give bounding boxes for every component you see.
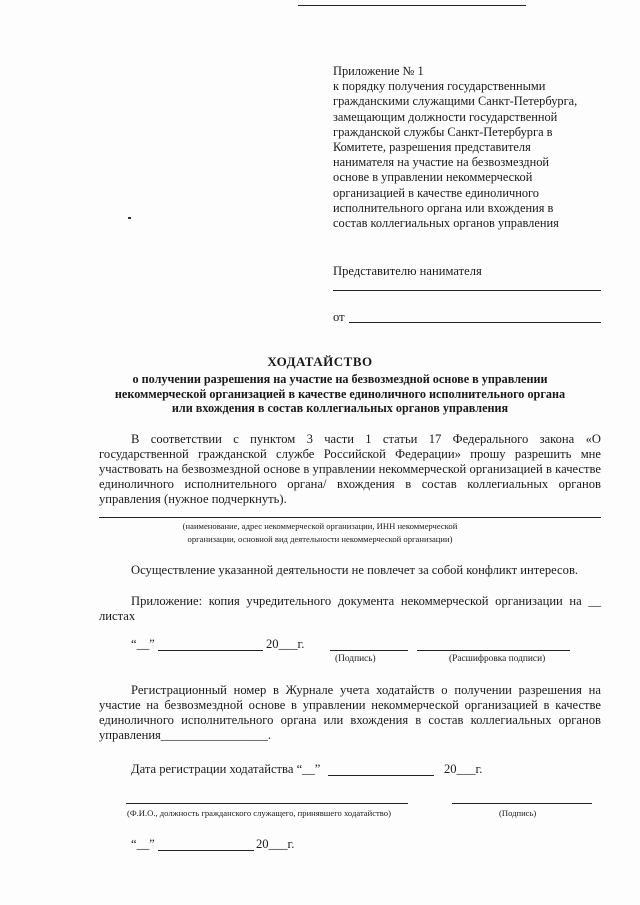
registration-number-blank[interactable]: _________________. bbox=[160, 728, 272, 742]
paragraph-registration bbox=[99, 683, 601, 743]
receiver-fio-line[interactable] bbox=[126, 803, 408, 804]
organization-line[interactable] bbox=[99, 517, 601, 518]
registration-date-line[interactable] bbox=[328, 775, 434, 776]
appendix-line: организацией в качестве единоличного bbox=[333, 185, 540, 200]
appendix-title: Приложение № 1 bbox=[333, 64, 424, 78]
registration-text: Регистрационный номер в Журнале учета ходатайств о получении разрешения на участие на безвозмездной основе в управлении некоммерческой организацией в качестве единоличного исполнительного органа или вхождения в состав коллегиальных органов управления bbox=[99, 683, 601, 742]
top-rule bbox=[298, 5, 526, 6]
appendix-line: исполнительного органа или вхождения в bbox=[333, 200, 554, 215]
appendix-line: нанимателя на участие на безвозмездной bbox=[333, 155, 550, 170]
appendix-line: Комитете, разрешения представителя bbox=[333, 140, 531, 155]
signature-decode-line[interactable] bbox=[417, 650, 570, 651]
paragraph-request: В соответствии с пунктом 3 части 1 статьи 17 Федерального закона «О государственной гражданской службе Российской Федерации» прошу разрешить мне участвовать на безвозмездной основе в управлении некоммерческой организацией в качестве единоличного исполнительного органа/ вхождения в состав коллегиальных органов управления (нужное подчеркнуть). bbox=[99, 432, 601, 506]
final-date-year: 20___г. bbox=[256, 837, 295, 851]
addressee-line[interactable] bbox=[333, 290, 601, 291]
from-line[interactable] bbox=[349, 322, 601, 323]
addressee-to: Представителю нанимателя bbox=[333, 264, 482, 278]
scan-speck bbox=[128, 217, 131, 219]
final-date-quote: “__” bbox=[131, 837, 155, 851]
appendix-line: основе в управлении некоммерческой bbox=[333, 170, 533, 185]
organization-caption-2: организации, основной вид деятельности некоммерческой организации) bbox=[187, 534, 453, 544]
organization-caption-1: (наименование, адрес некоммерческой организации, ИНН некоммерческой bbox=[182, 521, 458, 531]
date-year: 20___г. bbox=[266, 637, 305, 651]
signature-decode-caption: (Расшифровка подписи) bbox=[449, 654, 546, 664]
appendix-line: состав коллегиальных органов управления bbox=[333, 216, 559, 231]
registration-date-year: 20___г. bbox=[444, 762, 483, 776]
addressee-from: от bbox=[333, 310, 345, 324]
signature-caption: (Подпись) bbox=[335, 654, 376, 664]
registration-date-label: Дата регистрации ходатайства “__” bbox=[131, 762, 321, 776]
document-title: ХОДАТАЙСТВО bbox=[267, 354, 373, 369]
final-date-line[interactable] bbox=[158, 850, 254, 851]
paragraph-conflict: Осуществление указанной деятельности не повлечет за собой конфликт интересов. bbox=[131, 563, 579, 577]
date-line[interactable] bbox=[158, 650, 263, 651]
appendix-line: гражданскими служащими Санкт-Петербурга, bbox=[333, 94, 578, 109]
appendix-line: к порядку получения государственными bbox=[333, 79, 546, 94]
receiver-fio-caption: (Ф.И.О., должность гражданского служащего, принявшего ходатайство) bbox=[127, 808, 391, 818]
date-quote: “__” bbox=[131, 637, 155, 651]
receiver-signature-line[interactable] bbox=[452, 803, 592, 804]
appendix-line: замещающим должности государственной bbox=[333, 109, 558, 124]
appendix-block bbox=[333, 64, 613, 231]
document-subtitle: о получении разрешения на участие на безвозмездной основе в управлении некоммерческой организацией в качестве единоличного исполнительного органа или вхождения в состав коллегиальных органов управления bbox=[114, 372, 566, 416]
receiver-signature-caption: (Подпись) bbox=[499, 808, 537, 818]
appendix-line: гражданской службы Санкт-Петербурга в bbox=[333, 124, 553, 139]
paragraph-attachment: Приложение: копия учредительного документа некоммерческой организации на __ листах bbox=[99, 594, 601, 623]
signature-line[interactable] bbox=[330, 650, 408, 651]
